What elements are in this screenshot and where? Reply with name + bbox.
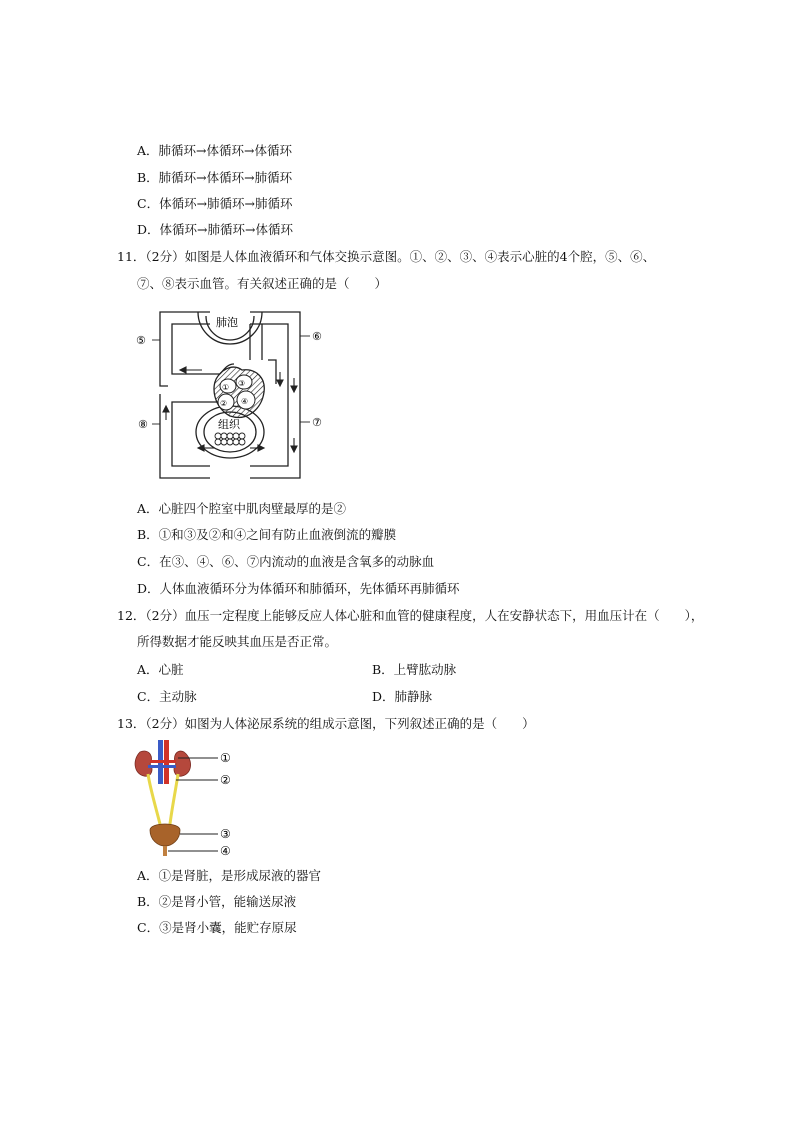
q11-option-a: A．心脏四个腔室中肌肉壁最厚的是② bbox=[137, 501, 347, 516]
alveolus-label: 肺泡 bbox=[216, 316, 238, 329]
q13-stem: 13．（2分）如图为人体泌尿系统的组成示意图，下列叙述正确的是（ ） bbox=[117, 716, 535, 731]
q12-stem-line2: 所得数据才能反映其血压是否正常。 bbox=[137, 634, 338, 649]
vessel-8-inner bbox=[172, 402, 218, 466]
q13-option-c: C．③是肾小囊，能贮存原尿 bbox=[137, 920, 297, 935]
q11-stem-line2: ⑦、⑧表示血管。有关叙述正确的是（ ） bbox=[137, 276, 388, 291]
q10-option-a: A．肺循环→体循环→体循环 bbox=[137, 143, 292, 158]
right-ureter bbox=[170, 774, 178, 824]
q10-option-b: B．肺循环→体循环→肺循环 bbox=[137, 170, 293, 185]
right-kidney bbox=[174, 751, 191, 776]
left-kidney bbox=[135, 751, 152, 776]
vessel-label-5: ⑤ bbox=[136, 334, 146, 347]
chamber-label-1: ① bbox=[222, 383, 230, 392]
urinary-label-3: ③ bbox=[220, 827, 231, 841]
urethra bbox=[163, 846, 167, 856]
bladder bbox=[150, 824, 180, 846]
q11-option-d: D．人体血液循环分为体循环和肺循环，先体循环再肺循环 bbox=[137, 581, 460, 596]
tissue-cells bbox=[215, 433, 245, 445]
circulation-diagram bbox=[130, 298, 330, 490]
q12-option-d: D．肺静脉 bbox=[372, 689, 433, 704]
vessel-5-outer bbox=[160, 312, 210, 386]
q11-option-b: B．①和③及②和④之间有防止血液倒流的瓣膜 bbox=[137, 527, 397, 542]
urinary-label-2: ② bbox=[220, 773, 231, 787]
vessel-label-6: ⑥ bbox=[312, 330, 322, 343]
tissue-label: 组织 bbox=[218, 418, 240, 431]
q12-stem-line1: 12．（2分）血压一定程度上能够反应人体心脏和血管的健康程度，人在安静状态下，用血压计在（ ）， bbox=[117, 608, 704, 623]
urinary-label-4: ④ bbox=[220, 844, 231, 858]
vessel-5-inner bbox=[172, 324, 220, 374]
q13-option-a: A．①是肾脏，是形成尿液的器官 bbox=[137, 868, 322, 883]
chamber-label-3: ③ bbox=[238, 379, 246, 388]
chamber-label-4: ④ bbox=[241, 397, 249, 406]
chamber-label-2: ② bbox=[220, 399, 228, 408]
urinary-system-diagram bbox=[132, 738, 242, 862]
q12-option-b: B．上臂肱动脉 bbox=[372, 662, 457, 677]
q10-option-c: C．体循环→肺循环→肺循环 bbox=[137, 196, 293, 211]
heart bbox=[214, 367, 264, 417]
vessel-label-8: ⑧ bbox=[138, 418, 148, 431]
q12-option-a: A．心脏 bbox=[137, 662, 184, 677]
urinary-label-1: ① bbox=[220, 751, 231, 765]
vessel-label-7: ⑦ bbox=[312, 416, 322, 429]
q11-option-c: C．在③、④、⑥、⑦内流动的血液是含氧多的动脉血 bbox=[137, 554, 435, 569]
q12-option-c: C．主动脉 bbox=[137, 689, 197, 704]
q13-option-b: B．②是肾小管，能输送尿液 bbox=[137, 894, 297, 909]
q11-stem-line1: 11．（2分）如图是人体血液循环和气体交换示意图。①、②、③、④表示心脏的4个腔，⑤、⑥、 bbox=[117, 249, 656, 264]
q10-option-d: D．体循环→肺循环→体循环 bbox=[137, 222, 293, 237]
